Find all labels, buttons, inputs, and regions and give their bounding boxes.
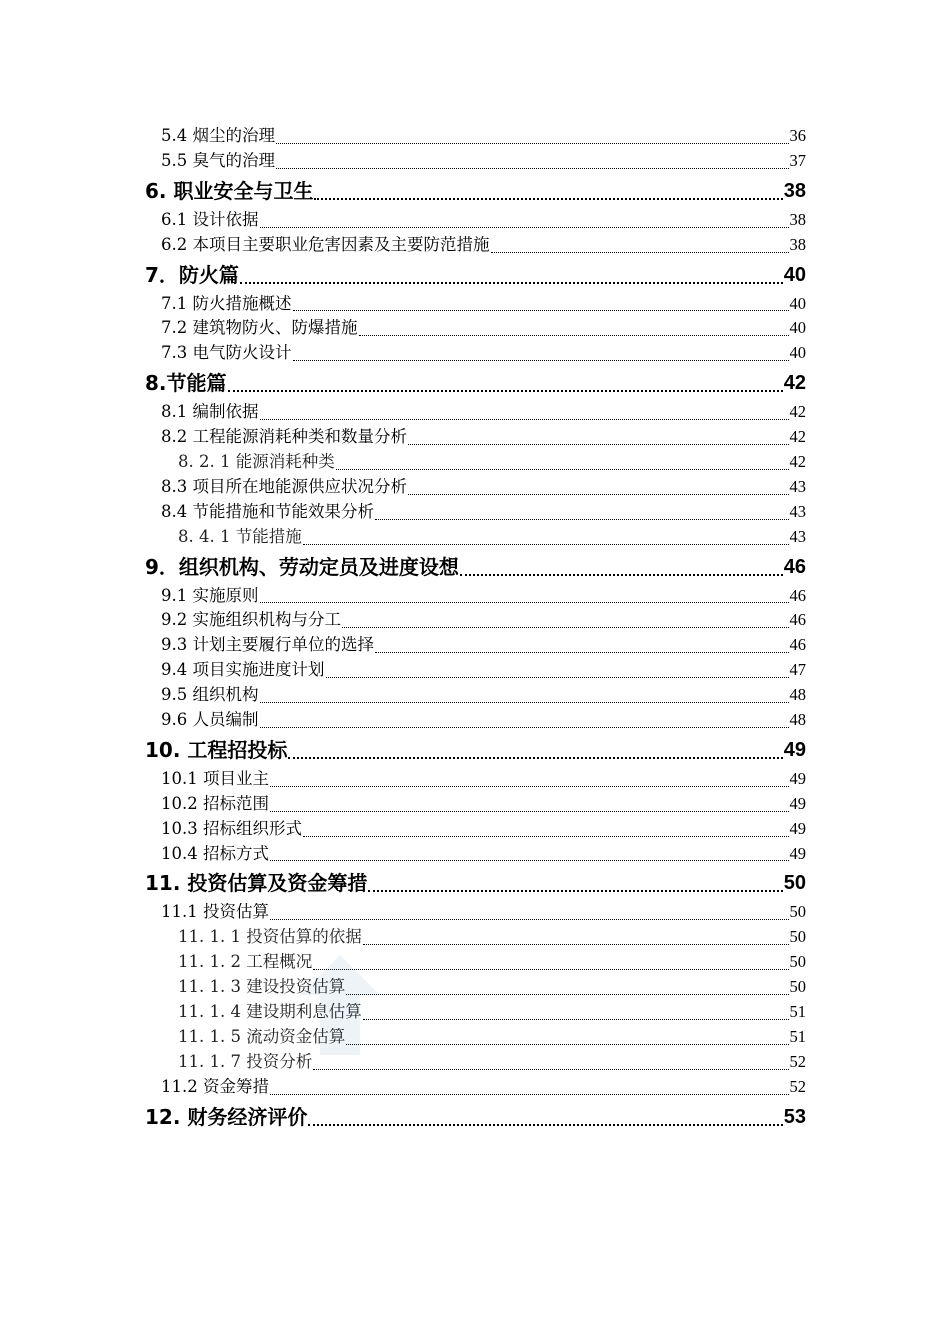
toc-dot-leader <box>375 652 789 653</box>
toc-entry-page-number: 40 <box>789 318 806 338</box>
toc-entry-level2[interactable] <box>161 400 806 425</box>
toc-dot-leader <box>408 444 789 445</box>
toc-dot-leader <box>359 335 789 336</box>
toc-entry-page-number: 49 <box>789 793 806 813</box>
toc-entry-page-number: 50 <box>789 902 806 922</box>
toc-dot-leader <box>336 469 789 470</box>
toc-entry-level2[interactable] <box>161 792 806 817</box>
toc-entry-level3[interactable] <box>161 450 806 475</box>
toc-entry-level1[interactable] <box>145 1100 806 1134</box>
toc-entry-level2[interactable] <box>161 233 806 258</box>
toc-entry-title: 11. 投资估算及资金筹措 <box>145 871 368 896</box>
toc-entry-level2[interactable] <box>161 500 806 525</box>
toc-entry-level1[interactable] <box>145 366 806 400</box>
toc-entry-title: 7.3 电气防火设计 <box>161 343 292 363</box>
toc-dot-leader <box>314 198 782 200</box>
toc-entry-title: 8. 2. 1 能源消耗种类 <box>178 452 335 471</box>
toc-entry-page-number: 53 <box>783 1105 806 1128</box>
toc-entry-level2[interactable] <box>161 767 806 792</box>
toc-entry-level1[interactable] <box>145 733 806 767</box>
toc-dot-leader <box>260 227 789 228</box>
toc-entry-level3[interactable] <box>161 1025 806 1050</box>
toc-entry-title: 10. 工程招投标 <box>145 737 288 762</box>
toc-dot-leader <box>260 727 789 728</box>
toc-dot-leader <box>313 1069 788 1070</box>
toc-dot-leader <box>270 786 789 787</box>
toc-entry-level3[interactable] <box>161 1000 806 1025</box>
toc-entry-title: 11. 1. 7 投资分析 <box>178 1051 313 1071</box>
toc-entry-title: 8.2 工程能源消耗种类和数量分析 <box>161 427 407 447</box>
toc-dot-leader <box>313 969 788 970</box>
toc-entry-title: 9.6 人员编制 <box>161 710 259 730</box>
toc-entry-title: 8.4 节能措施和节能效果分析 <box>161 501 374 521</box>
toc-entry-level2[interactable] <box>161 316 806 341</box>
toc-entry-level3[interactable] <box>161 975 806 1000</box>
toc-dot-leader <box>293 360 789 361</box>
toc-entry-level1[interactable] <box>145 550 806 584</box>
toc-entry-page-number: 52 <box>789 1051 806 1071</box>
toc-dot-leader <box>276 168 789 169</box>
toc-dot-leader <box>363 944 789 945</box>
toc-entry-page-number: 40 <box>789 293 806 313</box>
toc-entry-page-number: 38 <box>789 209 806 229</box>
toc-entry-level2[interactable] <box>161 124 806 149</box>
toc-entry-page-number: 42 <box>789 452 806 471</box>
toc-entry-page-number: 43 <box>789 476 806 496</box>
toc-entry-page-number: 36 <box>789 125 806 145</box>
toc-entry-title: 11. 1. 2 工程概况 <box>178 952 313 972</box>
toc-entry-page-number: 49 <box>789 818 806 838</box>
toc-entry-title: 6.1 设计依据 <box>161 209 259 229</box>
toc-entry-title: 7．防火篇 <box>145 262 239 287</box>
toc-entry-page-number: 40 <box>783 263 806 286</box>
toc-entry-level2[interactable] <box>161 1075 806 1100</box>
toc-entry-page-number: 50 <box>789 952 806 972</box>
toc-dot-leader <box>408 494 789 495</box>
toc-entry-title: 12. 财务经济评价 <box>145 1104 308 1129</box>
toc-entry-page-number: 46 <box>789 585 806 605</box>
toc-dot-leader <box>293 310 789 311</box>
toc-entry-page-number: 42 <box>789 402 806 422</box>
toc-entry-page-number: 43 <box>789 526 806 546</box>
toc-dot-leader <box>270 1094 789 1095</box>
toc-entry-page-number: 50 <box>789 977 806 997</box>
toc-dot-leader <box>363 1019 789 1020</box>
toc-entry-page-number: 46 <box>789 635 806 655</box>
toc-entry-title: 7.2 建筑物防火、防爆措施 <box>161 318 358 338</box>
toc-entry-page-number: 43 <box>789 501 806 521</box>
toc-entry-title: 9.2 实施组织机构与分工 <box>161 610 341 630</box>
toc-dot-leader <box>308 1124 782 1126</box>
toc-entry-title: 11. 1. 4 建设期利息估算 <box>178 1002 362 1022</box>
toc-entry-level2[interactable] <box>161 658 806 683</box>
toc-entry-level3[interactable] <box>161 1050 806 1075</box>
toc-entry-level2[interactable] <box>161 584 806 609</box>
toc-dot-leader <box>346 1044 788 1045</box>
toc-entry-level2[interactable] <box>161 633 806 658</box>
toc-entry-level2[interactable] <box>161 842 806 867</box>
toc-entry-page-number: 49 <box>789 843 806 863</box>
toc-entry-title: 8.3 项目所在地能源供应状况分析 <box>161 476 407 496</box>
toc-entry-page-number: 37 <box>789 150 806 170</box>
toc-entry-level2[interactable] <box>161 475 806 500</box>
toc-entry-page-number: 48 <box>789 710 806 730</box>
toc-dot-leader <box>303 544 789 545</box>
toc-entry-level3[interactable] <box>161 525 806 550</box>
toc-entry-title: 11.1 投资估算 <box>161 902 269 922</box>
toc-entry-page-number: 49 <box>783 738 806 761</box>
toc-entry-level2[interactable] <box>161 683 806 708</box>
toc-dot-leader <box>460 574 783 576</box>
toc-entry-title: 9．组织机构、劳动定员及进度设想 <box>145 554 459 579</box>
toc-entry-title: 10.3 招标组织形式 <box>161 818 302 838</box>
toc-entry-page-number: 50 <box>789 927 806 947</box>
toc-dot-leader <box>270 860 789 861</box>
toc-entry-level2[interactable] <box>161 425 806 450</box>
toc-entry-title: 9.5 组织机构 <box>161 685 259 705</box>
toc-entry-page-number: 51 <box>789 1026 806 1046</box>
toc-entry-page-number: 48 <box>789 685 806 705</box>
toc-entry-page-number: 38 <box>789 234 806 254</box>
toc-entry-page-number: 51 <box>789 1002 806 1022</box>
toc-dot-leader <box>240 282 783 284</box>
toc-entry-level2[interactable] <box>161 292 806 317</box>
toc-entry-title: 9.4 项目实施进度计划 <box>161 660 325 680</box>
toc-entry-title: 10.2 招标范围 <box>161 793 269 813</box>
toc-dot-leader <box>260 702 789 703</box>
toc-dot-leader <box>260 419 789 420</box>
toc-entry-page-number: 40 <box>789 343 806 363</box>
toc-entry-page-number: 50 <box>783 872 806 895</box>
toc-entry-title: 5.5 臭气的治理 <box>161 150 275 170</box>
toc-dot-leader <box>270 811 789 812</box>
toc-entry-level2[interactable] <box>161 341 806 366</box>
toc-entry-level3[interactable] <box>161 950 806 975</box>
toc-entry-page-number: 52 <box>789 1076 806 1096</box>
toc-dot-leader <box>326 677 789 678</box>
toc-entry-page-number: 47 <box>789 660 806 680</box>
toc-entry-level2[interactable] <box>161 900 806 925</box>
toc-entry-level2[interactable] <box>161 149 806 174</box>
watermark-icon <box>300 955 380 1055</box>
toc-entry-level2[interactable] <box>161 208 806 233</box>
toc-entry-level3[interactable] <box>161 925 806 950</box>
toc-entry-page-number: 38 <box>783 179 806 202</box>
toc-entry-page-number: 42 <box>783 372 806 395</box>
toc-dot-leader <box>288 757 782 759</box>
toc-dot-leader <box>375 519 789 520</box>
table-of-contents <box>145 124 806 1134</box>
toc-entry-title: 6.2 本项目主要职业危害因素及主要防范措施 <box>161 234 490 254</box>
toc-entry-title: 9.3 计划主要履行单位的选择 <box>161 635 374 655</box>
toc-dot-leader <box>342 627 789 628</box>
toc-entry-level2[interactable] <box>161 608 806 633</box>
toc-entry-level2[interactable] <box>161 708 806 733</box>
toc-dot-leader <box>368 890 782 892</box>
toc-dot-leader <box>491 252 789 253</box>
toc-entry-title: 11. 1. 1 投资估算的依据 <box>178 927 362 947</box>
toc-entry-title: 10.1 项目业主 <box>161 768 269 788</box>
toc-entry-title: 11.2 资金筹措 <box>161 1076 269 1096</box>
toc-dot-leader <box>303 836 789 837</box>
toc-dot-leader <box>346 994 788 995</box>
toc-entry-title: 6. 职业安全与卫生 <box>145 178 314 203</box>
toc-dot-leader <box>260 602 789 603</box>
toc-dot-leader <box>228 390 783 392</box>
toc-entry-level1[interactable] <box>145 866 806 900</box>
toc-entry-title: 8.1 编制依据 <box>161 402 259 422</box>
toc-entry-title: 8.节能篇 <box>145 371 227 396</box>
toc-entry-title: 11. 1. 3 建设投资估算 <box>178 977 346 997</box>
toc-entry-page-number: 46 <box>783 555 806 578</box>
toc-entry-title: 5.4 烟尘的治理 <box>161 125 275 145</box>
toc-dot-leader <box>276 143 789 144</box>
toc-entry-level2[interactable] <box>161 817 806 842</box>
toc-entry-page-number: 49 <box>789 768 806 788</box>
toc-entry-level1[interactable] <box>145 174 806 208</box>
toc-entry-title: 11. 1. 5 流动资金估算 <box>178 1026 346 1046</box>
toc-dot-leader <box>270 919 789 920</box>
toc-entry-title: 8. 4. 1 节能措施 <box>178 526 302 546</box>
toc-entry-page-number: 46 <box>789 610 806 630</box>
toc-entry-title: 10.4 招标方式 <box>161 843 269 863</box>
toc-entry-title: 9.1 实施原则 <box>161 585 259 605</box>
toc-entry-level1[interactable] <box>145 258 806 292</box>
toc-entry-title: 7.1 防火措施概述 <box>161 293 292 313</box>
toc-entry-page-number: 42 <box>789 427 806 447</box>
